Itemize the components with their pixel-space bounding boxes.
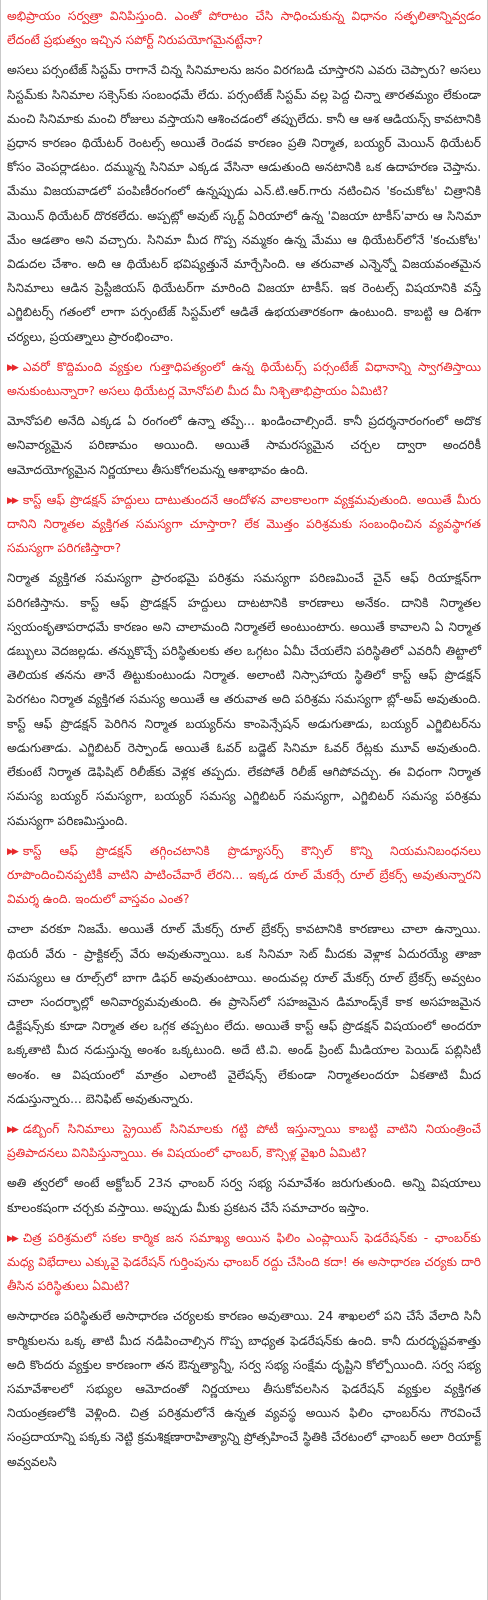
answer-paragraph [7,58,481,348]
answer-text: మోనోపలి అనేది ఎక్కడ ఏ రంగంలో ఉన్నా తప్పే... ఖండించాల్సిందే. కానీ ప్రదర్శనారంగంలో అదొక అనివార్యమైన పరిణామం అయింది. అయితే సామరస్యమైన చర్చల ద్వారా అందరికీ ఆమోదయోగ్యమైన నిర్ణయాలు తీసుకోగలమన్న ఆశాభావం ఉంది. [7,414,481,477]
answer-text: అసాధారణ పరిస్థితులే అసాధారణ చర్యలకు కారణం అవుతాయి. 24 శాఖలలో పని చేసే వేలాది సినీ కార్మికులను ఒక్క తాటి మీద నడిపించాల్సిన గొప్ప బాధ్యత ఫెడరేషన్‌కు ఉంది. కానీ దురదృష్టవశాత్తు అది కొందరు వ్యక్తుల కారణంగా తన ఔన్నత్యాన్నీ, సర్వ సభ్య సంక్షేమ దృష్టిని కోల్పోయింది. సర్వ సభ్య సమావేశాలలో సభ్యుల ఆమోదంతో నిర్ణయాలు తీసుకోవలసిన ఫెడరేషన్ వ్యక్తుల వ్యక్తిగత నియంత్రణలోకి వెళ్లింది. చిత్ర పరిశ్రమలోనే ఉన్నత వ్యవస్థ అయిన ఫిలిం ఛాంబర్‌ను గౌరవించే సంప్రదాయాన్ని పక్కకు నెట్టి క్రమశిక్షణారాహిత్యాన్ని ప్రోత్సహించే స్థితికి చేరటంలో ఛాంబర్ అలా రియాక్ట్ అవ్వవలసి [7,1309,481,1469]
answer-paragraph [7,1171,481,1219]
question-paragraph [7,1226,481,1299]
answer-text: నిర్మాత వ్యక్తిగత సమస్యగా ప్రారంభమై పరిశ్రమ సమస్యగా పరిణమించే చైన్ ఆఫ్ రియాక్షన్‌గా పరిగణిస్తాను. కాస్ట్ ఆఫ్ ప్రొడక్షన్ హద్దులు దాటటానికి కారణాలు అనేకం. దానికి నిర్మాతల స్వయంకృతాపరాధమే కారణం అని చాలామంది నిర్మాతలే అంటుంటారు. అయితే కావాలని ఏ నిర్మాత డబ్బులు వెదజల్లడు. తన్నుకొచ్చే పరిస్థితులకు తల ఒగ్గటం ఏమీ చేయలేని పరిస్థితిలో ఎవరినీ తిట్టాలో తెలియక తనను తానే తిట్టుకుంటుండు నిర్మాత. అలాంటి నిస్సాహాయ స్థితిలో కాస్ట్ ఆఫ్ ప్రొడక్షన్ పెరగటం నిర్మాత వ్యక్తిగత సమస్య అయితే ఆ తరువాత అది పరిశ్రమ సమస్యగా బ్లో-అప్ అవుతుంది. కాస్ట్ ఆఫ్ ప్రొడక్షన్ పెరిగిన నిర్మాత బయ్యర్‌ను కాంపెన్సేషన్ అడుగుతాడు, బయ్యర్ ఎగ్జిబిటర్‌ను అడుగుతాడు. ఎగ్జిబిటర్ రెస్పాండ్ అయితే ఓవర్ బడ్జెట్ సినిమా ఓవర్ రేట్లకు మూవ్ అవుతుంది. లేకుంటే నిర్మాత డెఫిషిట్ రిలీజ్‌కు వెళ్లక తప్పదు. లేకపోతే రిలీజ్ ఆగిపోవచ్చు. ఈ విధంగా నిర్మాత సమస్య బయ్యర్ సమస్యగా, బయ్యర్ సమస్య ఎగ్జిబిటర్ సమస్యగా, ఎగ్జిబిటర్ సమస్య పరిశ్రమ సమస్యగా పరిణమిస్తుంది. [7,571,481,828]
question-text: ఎవరో కొద్దిమంది వ్యక్తుల గుత్తాధిపత్యంలో ఉన్న థియేటర్స్ పర్సంటేజ్ విధానాన్ని స్వాగతిస్తాయి అనుకుంటున్నారా? అసలు థియేటర్ల మోనోపలి మీద మీ నిశ్చితాభిప్రాయం ఏమిటి? [7,359,481,399]
question-paragraph [7,355,481,403]
double-triangle-right-icon: ▶▶ [7,1124,17,1135]
answer-text: అతి త్వరలో అంటే అక్టోబర్ 23న ఛాంబర్ సర్వ సభ్య సమావేశం జరుగుతుంది. అన్ని విషయాలు కూలంకషంగా చర్చకు వస్తాయి. అప్పుడు మీకు ప్రకటన చేసే సమాచారం ఇస్తాం. [7,1176,481,1215]
double-triangle-right-icon: ▶▶ [7,846,17,857]
question-text: కాస్ట్ ఆఫ్ ప్రొడక్షన్ హద్దులు దాటుతుందనే ఆందోళన వాలకాలంగా వ్యక్తమవుతుంది. అయితే మీరు దానిని నిర్మాతల వ్యక్తిగత సమస్యగా చూస్తారా? లేక మొత్తం పరిశ్రమకు సంబంధించిన వ్యవస్థాగత సమస్యగా పరిగణిస్తారా? [7,492,481,556]
question-text: కాస్ట్ ఆఫ్ ప్రొడక్షన్ తగ్గించటానికి ప్రొడ్యూసర్స్ కౌన్సిల్ కొన్ని నియమనిబంధనలు రూపొందించినప్పటికీ వాటిని పాటించేవారే లేరని... ఇక్కడ రూల్ మేకర్సే రూల్ బ్రేకర్స్ అవుతున్నారని విమర్శ ఉంది. ఇందులో వాస్తవం ఎంత? [7,843,481,907]
answer-text: చాలా వరకూ నిజమే. అయితే రూల్ మేకర్స్ రూల్ బ్రేకర్స్ కావటానికి కారణాలు చాలా ఉన్నాయి. థియరీ వేరు - ప్రాక్టికల్స్ వేరు అవుతున్నాయి. ఒక సినిమా సెట్ మీదకు వెళ్లాక ఏదురయ్యే తాజా సమస్యలు ఆ రూల్స్‌లో బాగా డిఫర్ అవుతుంటాయి. అందువల్ల రూల్ మేకర్స్ రూల్ బ్రేకర్స్ అవ్వటం చాలా సందర్భాల్లో అనివార్యమవుతుంది. ఈ ప్రాసెస్‌లో సహజమైన డిమాండ్స్‌కే కాక అసహజమైన డిక్టేషన్స్‌కు కూడా నిర్మాత తల ఒగ్గక తప్పటం లేదు. అయితే కాస్ట్ ఆఫ్ ప్రొడక్షన్ విషయంలో అందరూ ఒక్కతాటి మీద నడుస్తున్న అంశం ఒక్కటుంది. అదే టి.వి. అండ్ ప్రింట్ మీడియాల పెయిడ్ పబ్లిసిటీ అంశం. ఆ విషయంలో మాత్రం ఎలాంటి వైలేషన్స్ లేకుండా నిర్మాతలందరూ ఏకతాటి మీద నడుస్తున్నారు... బెనిఫిట్ అవుతున్నారు. [7,922,481,1106]
answer-paragraph [7,1304,481,1473]
answer-paragraph [7,917,481,1111]
answer-paragraph [7,409,481,482]
double-triangle-right-icon: ▶▶ [7,495,17,506]
question-paragraph [7,1117,481,1165]
answer-paragraph [7,566,481,832]
question-text: చిత్ర పరిశ్రమలో సకల కార్మిక జన సమాఖ్య అయిన ఫిలిం ఎంప్లాయిస్ ఫెడరేషన్‌కు - ఛాంబర్‌కు మధ్య విభేదాలు ఎక్కువై ఫెడరేషన్ గుర్తింపును ఛాంబర్ రద్దు చేసింది కదా! ఈ అసాధారణ చర్యకు దారి తీసిన పరిస్థితులు ఏమిటి? [7,1230,481,1294]
double-triangle-right-icon: ▶▶ [7,362,17,373]
question-text: డబ్బింగ్ సినిమాలు స్ట్రెయిట్ సినిమాలకు గట్టి పోటీ ఇస్తున్నాయి కాబట్టి వాటిని నియంత్రించే ప్రతిపాదనలు వినిపిస్తున్నాయి. ఈ విషయంలో ఛాంబర్, కౌన్సిళ్ల వైఖరి ఏమిటి? [7,1121,481,1161]
double-triangle-right-icon: ▶▶ [7,1233,17,1244]
question-text: అభిప్రాయం సర్వత్రా వినిపిస్తుంది. ఎంతో పోరాటం చేసి సాధించుకున్న విధానం సత్ఫలితాన్నివ్వడం లేదంటే ప్రభుత్వం ఇచ్చిన సపోర్ట్ నిరుపయోగమైనట్టేనా? [7,9,481,48]
answer-text: అసలు పర్సంటేజ్ సిస్టమ్ రాగానే చిన్న సినిమాలను జనం విరగబడి చూస్తారని ఎవరు చెప్పారు? అసలు సిస్టమ్‌కు సినిమాల సక్సెస్‌కు సంబంధమే లేదు. పర్సంటేజ్ సిస్టమ్ వల్ల పెద్ద చిన్నా తారతమ్యం లేకుండా మంచి సినిమాకు మంచి రోజులు వస్తాయని ఆశించడంలో తప్పులేదు. కానీ ఆ ఆశ ఆడియన్స్ కావటానికి ప్రధాన కారణం థియేటర్ రెంటల్స్ అయితే రెండవ కారణం ప్రతి నిర్మాత, బయ్యర్ మెయిన్ థియేటర్ కోసం వెంపర్లాడటం. దమ్మున్న సినిమా ఎక్కడ వేసినా ఆడుతుంది అనటానికి ఒక ఉదాహరణ చెప్తాను. మేము విజయవాడలో పంపిణీరంగంలో ఉన్నప్పుడు ఎన్.టి.ఆర్.గారు నటించిన 'కంచుకోట' చిత్రానికి మెయిన్ థియేటర్ దొరకలేదు. అప్పట్లో అవుట్ స్కర్ట్ ఏరియాలో ఉన్న 'విజయా టాకీస్'వారు ఆ సినిమా మేం ఆడతాం అని వచ్చారు. సినిమా మీద గొప్ప నమ్మకం ఉన్న మేము ఆ థియేటర్‌లోనే 'కంచుకోట' విడుదల చేశాం. అది ఆ థియేటర్ భవిష్యత్తునే మార్చేసింది. ఆ తరువాత ఎన్నెన్నో విజయవంతమైన సినిమాలు ఆడిన ప్రెస్టీజియస్ థియేటర్‌గా మారింది విజయా టాకీస్. ఇక రెంటల్స్ విషయానికి వస్తే ఎగ్జిబిటర్స్ గతంలో లాగా పర్సంటేజ్ సిస్టమ్‌లో ఆడితే ఉభయతారకంగా ఉంటుంది. కాబట్టి ఆ దిశగా చర్యలు, ప్రయత్నాలు ప్రారంభించాం. [7,63,481,344]
question-paragraph [7,839,481,912]
question-paragraph [7,488,481,561]
question-paragraph [7,4,481,52]
